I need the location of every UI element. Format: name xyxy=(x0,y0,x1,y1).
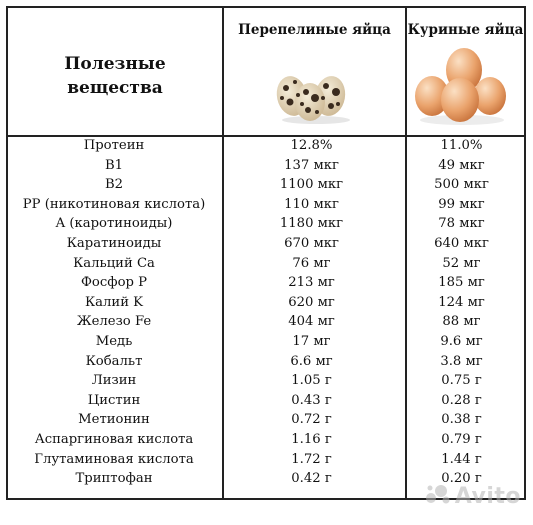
chicken-eggs-header: Куриные яйца xyxy=(407,22,524,38)
nutrient-name: Триптофан xyxy=(75,471,153,487)
quail-value: 110 мкг xyxy=(284,196,339,212)
nutrient-name: Фосфор P xyxy=(80,275,148,291)
quail-value: 137 мкг xyxy=(284,157,339,173)
quail-value: 6.6 мг xyxy=(290,353,333,369)
quail-value: 12.8% xyxy=(290,138,333,153)
quail-value: 1.05 г xyxy=(291,373,332,389)
quail-value: 620 мг xyxy=(288,294,335,310)
table-row xyxy=(8,156,526,176)
nutrient-name: Протеин xyxy=(83,138,145,153)
chicken-value: 0.75 г xyxy=(441,373,482,389)
table-row xyxy=(8,312,526,332)
nutrients-header-line1: Полезные xyxy=(64,54,166,74)
chicken-value: 9.6 мг xyxy=(440,333,483,349)
nutrient-name: A (каротиноиды) xyxy=(55,216,173,232)
table-row xyxy=(8,195,526,215)
nutrient-name: PP (никотиновая кислота) xyxy=(22,196,206,212)
quail-value: 0.42 г xyxy=(291,471,332,487)
nutrient-name: Цистин xyxy=(87,392,141,408)
chicken-value: 0.28 г xyxy=(441,392,482,408)
chicken-value: 52 мг xyxy=(442,255,481,271)
table-row xyxy=(8,371,526,391)
chicken-value: 11.0% xyxy=(440,138,483,153)
avito-logo-icon xyxy=(425,483,451,511)
chicken-value: 0.20 г xyxy=(441,471,482,487)
table-row xyxy=(8,450,526,470)
table-row xyxy=(8,293,526,313)
nutrient-rows xyxy=(8,136,526,489)
table-row xyxy=(8,214,526,234)
chicken-value: 185 мг xyxy=(438,275,485,291)
chicken-eggs-image xyxy=(410,46,510,126)
quail-value: 76 мг xyxy=(292,255,331,271)
chicken-value: 88 мг xyxy=(442,314,481,330)
quail-value: 670 мкг xyxy=(284,235,339,251)
table-row xyxy=(8,234,526,254)
quail-value: 1100 мкг xyxy=(279,177,344,193)
watermark-text: Avito xyxy=(454,484,521,509)
table-row xyxy=(8,410,526,430)
table-row xyxy=(8,254,526,274)
avito-watermark xyxy=(425,483,521,511)
nutrient-name: Каратиноиды xyxy=(66,235,162,251)
table-row xyxy=(8,136,526,156)
nutrient-name: Метионин xyxy=(78,412,150,428)
chicken-value: 3.8 мг xyxy=(440,353,483,369)
nutrient-name: Железо Fe xyxy=(76,314,152,330)
quail-eggs-image xyxy=(268,62,354,124)
chicken-value: 0.38 г xyxy=(441,412,482,428)
quail-value: 1180 мкг xyxy=(279,216,344,232)
table-row xyxy=(8,430,526,450)
chicken-value: 49 мкг xyxy=(438,157,485,173)
quail-value: 213 мг xyxy=(288,275,335,291)
quail-value: 1.16 г xyxy=(291,431,332,447)
quail-value: 0.43 г xyxy=(291,392,332,408)
table-row xyxy=(8,273,526,293)
chicken-value: 78 мкг xyxy=(438,216,485,232)
nutrient-name: B1 xyxy=(104,157,124,173)
quail-eggs-header: Перепелиные яйца xyxy=(238,22,391,38)
chicken-value: 0.79 г xyxy=(441,431,482,447)
nutrient-name: Лизин xyxy=(91,373,137,389)
nutrient-name: Аспаргиновая кислота xyxy=(34,431,194,447)
nutrient-name: Кобальт xyxy=(85,353,143,369)
chicken-value: 640 мкг xyxy=(434,235,489,251)
table-row xyxy=(8,175,526,195)
chicken-value: 99 мкг xyxy=(438,196,485,212)
quail-value: 1.72 г xyxy=(291,451,332,467)
table-row xyxy=(8,391,526,411)
nutrient-name: Медь xyxy=(95,333,133,349)
quail-value: 17 мг xyxy=(292,333,331,349)
nutrient-name: Калий K xyxy=(84,294,144,310)
nutrients-header-line2: вещества xyxy=(67,78,163,98)
quail-value: 0.72 г xyxy=(291,412,332,428)
nutrient-name: Кальций Ca xyxy=(73,255,155,271)
nutrient-name: B2 xyxy=(104,177,124,193)
chicken-value: 124 мг xyxy=(438,294,485,310)
quail-value: 404 мг xyxy=(288,314,335,330)
table-row xyxy=(8,352,526,372)
chicken-value: 500 мкг xyxy=(434,177,489,193)
chicken-value: 1.44 г xyxy=(441,451,482,467)
table-row xyxy=(8,332,526,352)
nutrient-name: Глутаминовая кислота xyxy=(34,451,194,467)
nutrients-header xyxy=(8,52,222,100)
